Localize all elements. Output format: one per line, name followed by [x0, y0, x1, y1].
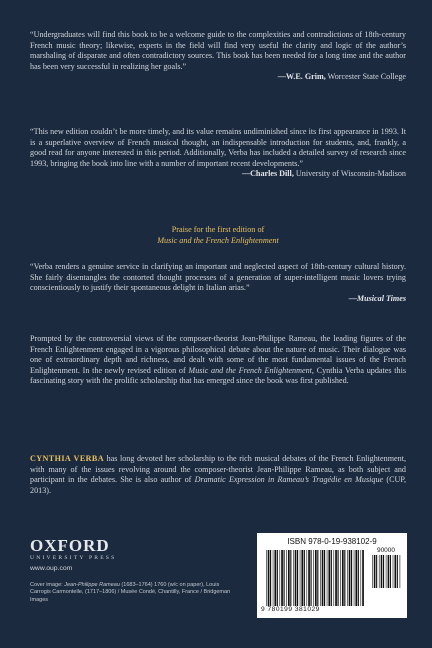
- barcode-addon-number: 90000: [376, 547, 396, 554]
- oxford-logo: OXFORD: [30, 536, 110, 555]
- barcode-bar: [338, 550, 339, 606]
- barcode-bar: [308, 550, 310, 606]
- barcode-addon-bar: [390, 555, 391, 588]
- barcode-addon-bar: [374, 555, 376, 588]
- barcode-bar: [315, 550, 317, 606]
- cover-credit-rest: (1683–1764) 1760 (w/c on paper), Louis Carrogis Carmontelle, (1717–1806) / Musée Condé, Chantilly, France / Bridgeman Images: [30, 582, 231, 603]
- barcode-bar: [334, 550, 335, 606]
- barcode-bar: [322, 550, 324, 606]
- barcode-bar: [351, 550, 352, 606]
- barcode-bar: [280, 550, 281, 606]
- review-2-affiliation: University of Wisconsin-Madison: [293, 169, 406, 179]
- author-name: CYNTHIA VERBA: [30, 454, 104, 463]
- review-1-attribution: [30, 72, 406, 83]
- isbn-text: ISBN 978-0-19-938102-9: [287, 537, 377, 546]
- barcode-bar: [286, 550, 287, 606]
- barcode-addon-bars-icon: [371, 555, 401, 588]
- barcode-addon-bar: [397, 555, 398, 588]
- review-2: [30, 127, 406, 180]
- barcode-bar: [324, 550, 325, 606]
- description-book-title: Music and the French Enlightenment: [188, 365, 312, 375]
- barcode-bar: [358, 550, 359, 606]
- barcode-bar: [281, 550, 283, 606]
- barcode-bar: [293, 550, 294, 606]
- barcode-bar: [362, 550, 364, 606]
- review-1: [30, 30, 406, 83]
- barcode-number: 9 780199 381029: [261, 606, 320, 613]
- first-review-text: “Verba renders a genuine service in clarifying an important and neglected aspect of 18th-century cultural history. She fairly disentangles the contorted thought processes of a generation of super-intelligent music lovers trying conscientiously to justify their spontaneous delight in Italian arias.”: [30, 262, 406, 293]
- review-1-affiliation: Worcester State College: [325, 72, 406, 82]
- barcode-bar: [335, 550, 337, 606]
- barcode-bar: [307, 550, 308, 606]
- barcode-bar: [277, 550, 278, 606]
- barcode-bar: [355, 550, 357, 606]
- barcode-bar: [266, 550, 267, 606]
- barcode-addon-bar: [400, 555, 401, 588]
- review-1-text: “Undergraduates will find this book to be a welcome guide to the complexities and contradictions of 18th-century French music theory; likewise, experts in the field will find very useful the clarity and logic of the author’s marshaling of disparate and often contradictory sources. This book has been needed for a long time and the author has been very successful in realizing her goals.”: [30, 30, 406, 71]
- barcode-bar: [297, 550, 298, 606]
- barcode-bar: [273, 550, 274, 606]
- bio-book-title: Dramatic Expression in Rameau’s Tragédie en Musique: [194, 475, 384, 485]
- barcode-addon-bar: [395, 555, 397, 588]
- cover-credit-prefix: Cover image:: [30, 582, 65, 588]
- barcode-addon-bar: [376, 555, 377, 588]
- praise-heading-text: Praise for the first edition of: [171, 225, 265, 234]
- cover-credit-work: Jean-Philippe Rameau: [64, 582, 120, 588]
- barcode-bars-icon: [265, 550, 365, 606]
- publisher-url: www.oup.com: [30, 565, 73, 572]
- barcode-addon-bar: [383, 555, 384, 588]
- barcode-addon-bar: [386, 555, 387, 588]
- barcode-addon-bar: [388, 555, 390, 588]
- barcode-bar: [288, 550, 290, 606]
- barcode-bar: [342, 550, 344, 606]
- barcode-bar: [311, 550, 312, 606]
- publisher-block: [30, 537, 160, 572]
- barcode-bar: [349, 550, 351, 606]
- publisher-subtitle: UNIVERSITY PRESS: [30, 555, 117, 561]
- barcode-bar: [328, 550, 330, 606]
- barcode-bar: [313, 550, 314, 606]
- praise-heading: [30, 224, 406, 246]
- barcode-bar: [274, 550, 276, 606]
- praise-book-title: Music and the French Enlightenment: [157, 236, 279, 245]
- review-1-name: —W.E. Grim,: [277, 72, 326, 82]
- bio-end: (CUP, 2013).: [30, 475, 406, 495]
- barcode-bar: [347, 550, 348, 606]
- description-text-1: Prompted by the controversial views of the composer-theorist Jean-Philippe Rameau, the leading figures of the French Enlightenment engaged in a vigorous philosophical debate about the nature of music. Their dialogue was one of extraordinary depth and richness, and dealt with some of the most fundamental issues of the French Enlightenment. In the newly revised edition of: [30, 334, 406, 375]
- barcode-bar: [331, 550, 332, 606]
- review-2-attribution: [30, 169, 406, 180]
- barcode-addon-bar: [381, 555, 383, 588]
- review-2-name: —Charles Dill,: [241, 169, 294, 179]
- cover-credit: [30, 582, 240, 604]
- barcode-bar: [320, 550, 321, 606]
- barcode-bar: [354, 550, 355, 606]
- barcode-addon-bar: [379, 555, 380, 588]
- barcode-bar: [327, 550, 328, 606]
- barcode-bar: [317, 550, 318, 606]
- review-2-text: “This new edition couldn’t be more timely, and its value remains undiminished since its first appearance in 1993. It is a superlative overview of French musical thought, an indispensable introduction for students, and, frankly, a good read for anyone interested in this period. Additionally, Verba has included a detailed survey of research since 1993, bringing the book into line with a number of important recent developments.”: [30, 127, 406, 168]
- author-bio: [30, 454, 406, 496]
- barcode-bar: [284, 550, 285, 606]
- barcode-bar: [270, 550, 271, 606]
- barcode-bar: [304, 550, 305, 606]
- barcode-addon-bar: [372, 555, 373, 588]
- first-review-source-name: —Musical Times: [348, 293, 406, 303]
- description-text-2: , Cynthia Verba updates this fascinating story with the prolific scholarship that has emerged since the book was first published.: [30, 365, 407, 386]
- barcode-bar: [300, 550, 301, 606]
- barcode-bar: [301, 550, 303, 606]
- barcode-addon-bar: [393, 555, 394, 588]
- barcode-bar: [344, 550, 345, 606]
- barcode-bar: [361, 550, 362, 606]
- barcode-bar: [295, 550, 297, 606]
- description: [30, 334, 406, 387]
- first-edition-review: [30, 262, 406, 304]
- barcode-bar: [290, 550, 291, 606]
- barcode-bar: [340, 550, 341, 606]
- first-review-source: [30, 294, 406, 305]
- isbn-barcode: [257, 533, 407, 618]
- barcode-bar: [268, 550, 270, 606]
- bio-text: has long devoted her scholarship to the rich musical debates of the French Enlightenment, with many of the issues revolving around the composer-theorist Jean-Philippe Rameau, as both subject and participant in the debates. She is also author of: [30, 454, 407, 485]
